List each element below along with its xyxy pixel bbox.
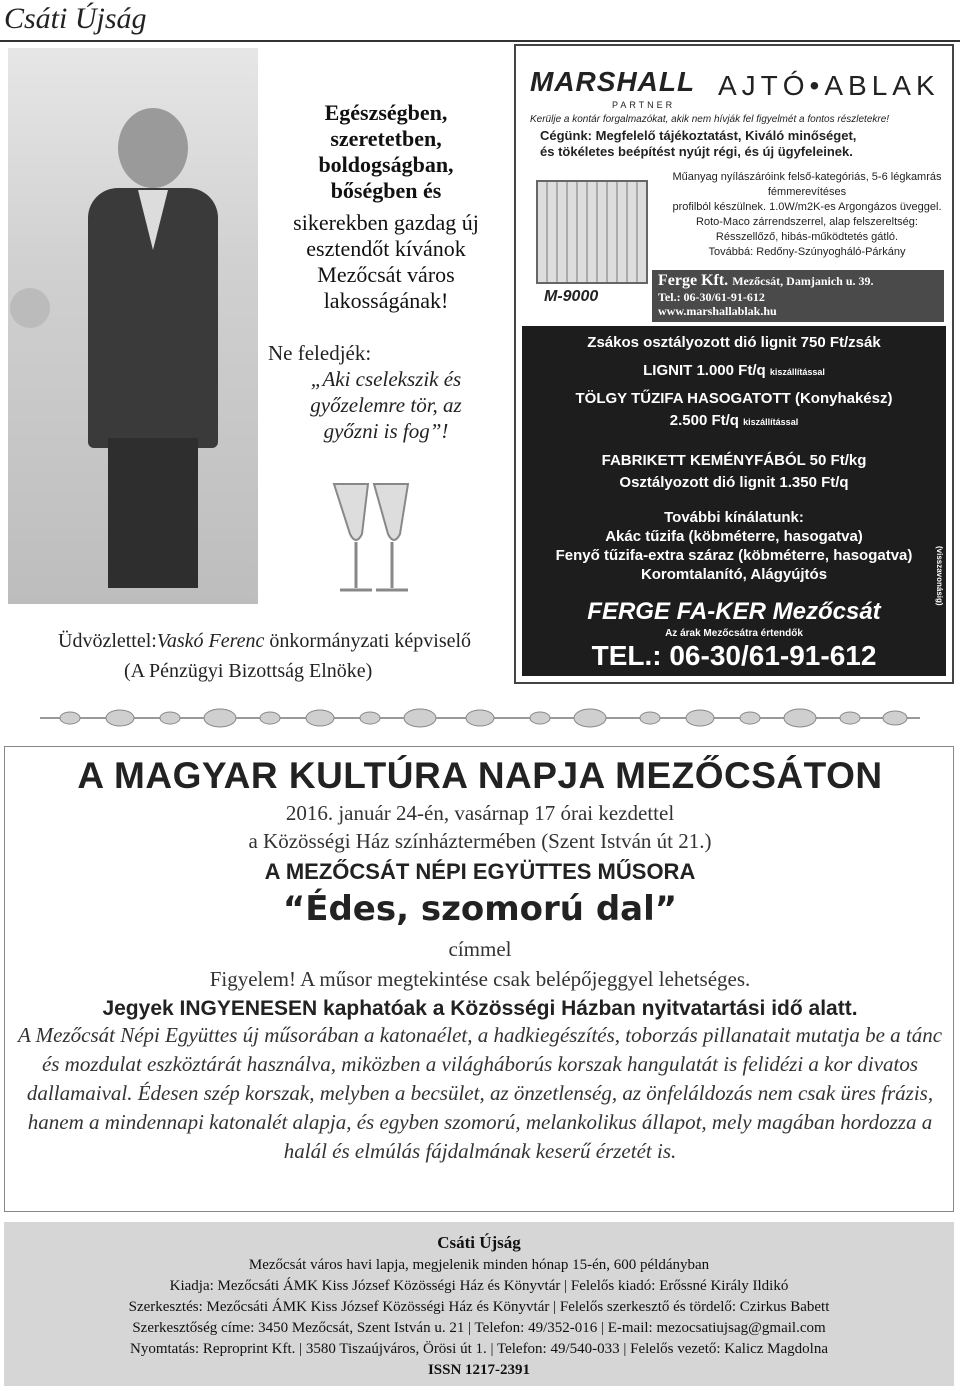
marshall-logo: MARSHALL [530,66,696,97]
candidate-photo [8,48,258,604]
window-ad: MARSHALL PARTNER AJTÓ•ABLAK Kerülje a kontár forgalmazókat, akik nem hívják fel figyelmét a fontos részletekre! Cégünk: Megfelelő tájékoztatást, Kiváló minőséget, és tökéletes beépítést nyújt régi, és új ügyfeleinek. Műanyag nyílászáróink felső-kategóriás, 5-6 légkamrás fémmerevítéses profilból készülnek. 1.0W/m2K-es Argongázos üveggel. Roto-Maco zárrendszerrel, alap felszereltség: Résszellőző, hibás-működtetés gátló. Továbbá: Redőny-Szúnyogháló-Párkány M-9000 Ferge Kft. Mezőcsát, Damjanich u. 39. Tel.: 06-30/61-91-612 www.marshallablak.hu [522,52,946,322]
window-features: Műanyag nyílászáróink felső-kategóriás, 5-6 légkamrás fémmerevítéses profilból készülnek. 1.0W/m2K-es Argongázos üveggel. Roto-Maco zárrendszerrel, alap felszereltség: Résszellőző, hibás-működtetés gátló. Továbbá: Redőny-Szúnyogháló-Párkány [672,171,942,258]
champagne-glasses-icon [316,464,426,604]
event-venue: a Közösségi Ház színháztermében (Szent István út 21.) [248,829,712,853]
phone-number: TEL.: 06-30/61-91-612 [591,640,877,671]
motto: Ne feledjék: „Aki cselekszik és győzelemre tör, az győzni is fog”! [268,341,462,443]
issn: ISSN 1217-2391 [427,1362,531,1378]
ajto-ablak-heading: AJTÓ•ABLAK [718,70,940,101]
further-offers: További kínálatunk: Akác tűzifa (köbméterre, hasogatva) Fenyő tűzifa-extra száraz (köbméterre, hasogatva) Koromtalanító, Alágyújtós [555,509,913,583]
fuel-ad: Zsákos osztályozott dió lignit 750 Ft/zsák LIGNIT 1.000 Ft/q kiszállítással TÖLGY TŰZIFA HASOGATOTT (Konyhakész) 2.500 Ft/q kiszállítással FABRIKETT KEMÉNYFÁBÓL 50 Ft/kg Osztályozott dió lignit 1.350 Ft/q További kínálatunk: Akác tűzifa (köbméterre, hasogatva) Fenyő tűzifa-extra száraz (köbméterre, hasogatva) Koromtalanító, Alágyújtós FERGE FA-KER Mezőcsát Az árak Mezőcsátra értendők TEL.: 06-30/61-91-612 (visszavonásig) [522,326,946,676]
signature: Üdvözlettel:Vaskó Ferenc önkormányzati képviselő (A Pénzügyi Bizottság Elnöke) [58,630,472,682]
ticket-notice: Figyelem! A műsor megtekintése csak belépőjeggyel lehetséges. [209,967,751,991]
culture-title: A MAGYAR KULTÚRA NAPJA MEZŐCSÁTON [77,755,883,796]
person-figure [68,98,238,598]
company-contact-box: Ferge Kft. Mezőcsát, Damjanich u. 39. Tel.: 06-30/61-91-612 www.marshallablak.hu [652,270,944,322]
show-title: “Édes, szomorú dal” [282,889,678,929]
gift-icon [10,288,50,328]
show-description: A Mezőcsát Népi Együttes új műsorában a katonaélet, a hadkiegészítés, toborzás pillanatait mutatja be a tánc és mozdulat eszköztárát használva, miközben a világháborús korszak hangulatát is felidézi a kor divatos dallamaival. Édesen szép korszak, melyben a becsület, az önzetlenség, az önfeláldozás nem csak üres frázis, hanem a mindennapi katonalét alapja, és egyben szomorú, melankolikus állapot, mely magában hordozza a halál és elmúlás fájdalmának keserű érzetét is. [17,1023,943,1163]
event-date: 2016. január 24-én, vasárnap 17 órai kezdettel [285,801,675,825]
masthead-title: Csáti Újság [4,2,147,35]
bead-divider [40,708,920,728]
imprint-footer: Csáti Újság Mezőcsát város havi lapja, megjelenik minden hónap 15-én, 600 példányban Kiadja: Mezőcsáti ÁMK Kiss József Közösségi Ház és Könyvtár | Felelős kiadó: Erőssné Király Ildikó Szerkesztés: Mezőcsáti ÁMK Kiss József Közösségi Ház és Könyvtár | Felelős szerkesztő és tördelő: Czirkus Babett Szerkesztőség címe: 3450 Mezőcsát, Szent István u. 21 | Telefon: 49/352-016 | E-mail: mezocsatiujsag@gmail.com Nyomtatás: Reproprint Kft. | 3580 Tiszaújváros, Örösi út 1. | Telefon: 49/540-033 | Felelős vezető: Kalicz Magdolna ISSN 1217-2391 [4,1222,954,1386]
window-profile-image [536,180,648,284]
greeting-bold-text: Egészségben, szeretetben, boldogságban, bőségben és [318,100,454,203]
company-claim: Cégünk: Megfelelő tájékoztatást, Kiváló minőséget, és tökéletes beépítést nyújt régi, és új ügyfeleinek. [540,128,857,159]
greeting-text: sikerekben gazdag új esztendőt kívánok Mezőcsát város lakosságának! [293,210,479,313]
event-subtitle: A MEZŐCSÁT NÉPI EGYÜTTES MŰSORA [264,859,696,884]
greeting-section [4,44,512,684]
culture-day-announcement: A MAGYAR KULTÚRA NAPJA MEZŐCSÁTON 2016. január 24-én, vasárnap 17 órai kezdettel a Közösségi Ház színháztermében (Szent István út 21.) A MEZŐCSÁT NÉPI EGYÜTTES MŰSORA “Édes, szomorú dal” címmel Figyelem! A műsor megtekintése csak belépőjeggyel lehetséges. Jegyek INGYENESEN kaphatóak a Közösségi Házban nyitvatartási idő alatt. A Mezőcsát Népi Együttes új műsorában a katonaélet, a hadkiegészítés, toborzás pillanatait mutatja be a tánc és mozdulat eszköztárát használva, miközben a világháborús korszak hangulatát is felidézi a kor divatos dallamaival. Édesen szép korszak, melyben a becsület, az önzetlenség, az önfeláldozás nem csak üres frázis, hanem a mindennapi katonalét alapja, és egyben szomorú, melankolikus állapot, mely magában hordozza a halál és elmúlás fájdalmának keserű érzetét is. [4,746,954,1212]
advertisement [514,44,954,684]
free-tickets-line: Jegyek INGYENESEN kaphatóak a Közösségi Házban nyitvatartási idő alatt. [102,997,858,1020]
ferge-fa-ker-name: FERGE FA-KER Mezőcsát [587,598,881,625]
masthead [0,0,960,42]
footer-title: Csáti Újság [437,1233,521,1252]
